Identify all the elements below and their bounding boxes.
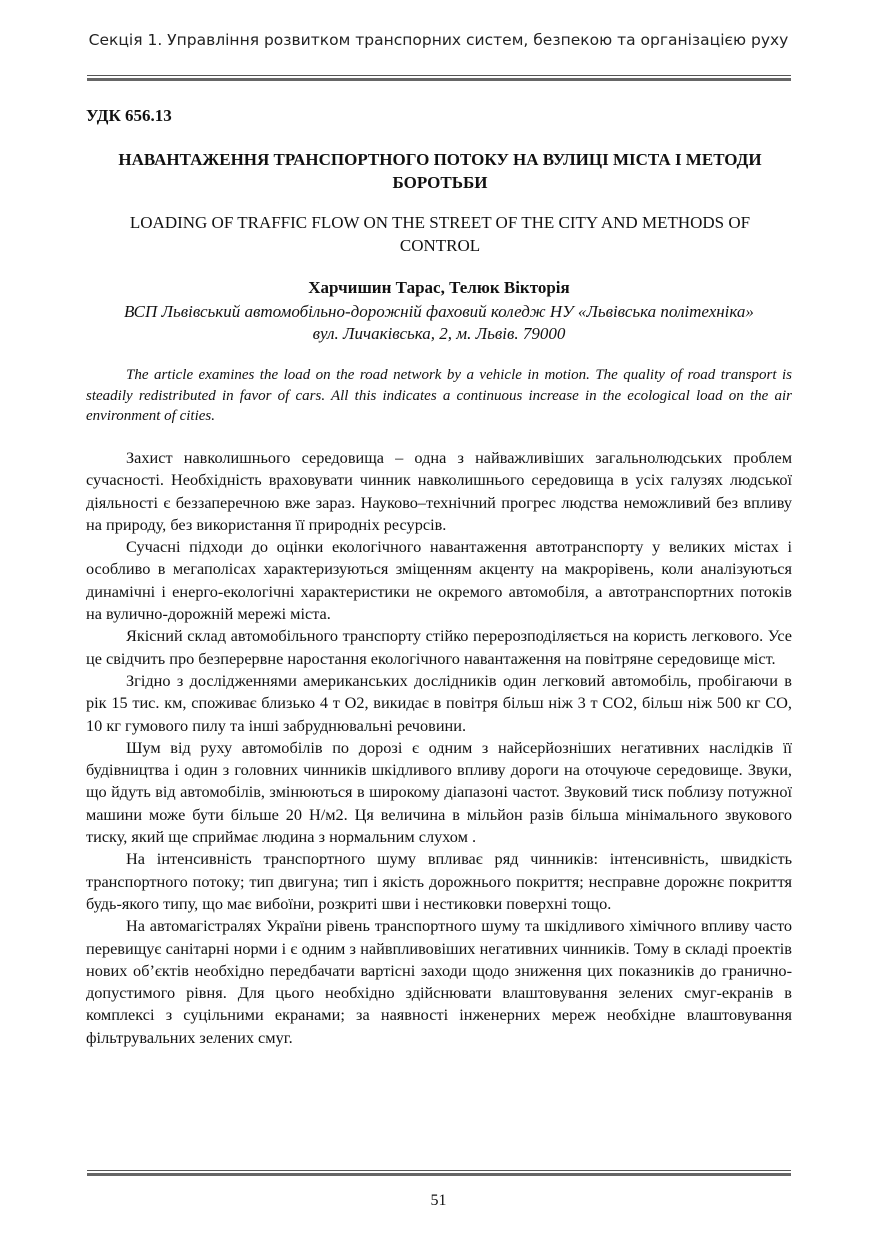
article-body (86, 447, 792, 1049)
abstract: The article examines the load on the road network by a vehicle in motion. The quality of road transport is steadily redistributed in favor of cars. All this indicates a continuous increase in the ecological load on the air environment of cities. (86, 367, 792, 424)
body-paragraph: Згідно з дослідженнями американських дослідників один легковий автомобіль, пробігаючи в рік 15 тис. км, споживає близько 4 т О2, викидає в повітря більш ніж 3 т СО2, більш ніж 500 кг СО, 10 кг гумового пилу та інші забруднювальні речовини. (86, 670, 792, 735)
header-rule (87, 75, 791, 81)
authors: Харчишин Тарас, Телюк Вікторія (308, 278, 570, 297)
running-header: Секція 1. Управління розвитком транспорних систем, безпекою та організацією руху (88, 31, 789, 49)
page-number: 51 (430, 1192, 447, 1209)
body-paragraph: Захист навколишнього середовища – одна з найважливіших загальнолюдських проблем сучасності. Необхідність враховувати чинник навколишнього середовища в усіх галузях людської діяльності є беззаперечною вже зараз. Науково–технічний прогрес людства неможливий без впливу на природу, без використання її природніх ресурсів. (86, 448, 792, 534)
article-title-english: LOADING OF TRAFFIC FLOW ON THE STREET OF THE CITY AND METHODS OF CONTROL (129, 213, 751, 255)
affiliation-block (86, 301, 792, 345)
article-title-ukrainian: НАВАНТАЖЕННЯ ТРАНСПОРТНОГО ПОТОКУ НА ВУЛИЦІ МІСТА І МЕТОДИ БОРОТЬБИ (118, 150, 762, 192)
address: вул. Личаківська, 2, м. Львів. 79000 (312, 324, 566, 343)
body-paragraph: Сучасні підходи до оцінки екологічного навантаження автотранспорту у великих містах і особливо в мегаполісах характеризуються зміщенням акценту на макрорівень, коли аналізуються динамічні і енерго-екологічні характеристики не окремого автомобіля, а автотранспортних потоків на вулично-дорожній мережі міста. (86, 537, 792, 624)
body-paragraph: На інтенсивність транспортного шуму впливає ряд чинників: інтенсивність, швидкість транспортного потоку; тип двигуна; тип і якість дорожнього покриття; несправне дорожнє покриття будь-якого типу, що має вибоїни, розкриті шви і нестиковки поверхні тощо. (86, 849, 792, 913)
body-paragraph: Шум від руху автомобілів по дорозі є одним з найсерйозніших негативних наслідків її будівництва і один з головних чинників шкідливого впливу дороги на оточуюче середовище. Звуки, що йдуть від автомобілів, змінюються в широкому діапазоні частот. Звуковий тиск поблизу потужної машини може бути більше 20 Н/м2. Ця величина в мільйон разів більша мінімального звукового тиску, який ще сприймає людина з нормальним слухом . (86, 737, 792, 847)
footer-rule (87, 1170, 791, 1176)
affiliation: ВСП Львівський автомобільно-дорожній фаховий коледж НУ «Львівська політехніка» (124, 302, 754, 321)
udc-code: УДК 656.13 (86, 106, 172, 125)
body-paragraph: На автомагістралях України рівень транспортного шуму та шкідливого хімічного впливу часто перевищує санітарні норми і є одним з найвпливовіших негативних чинників. Тому в складі проектів нових об’єктів необхідно передбачати вартісні заходи щодо зниження цих показників до гранично-допустимого рівня. Для цього необхідно здійснювати влаштовування зелених смуг-екранів в комплексі з суцільними екранами; за наявності інженерних мереж необхідне влаштовування фільтрувальних зелених смуг. (86, 916, 792, 1047)
body-paragraph: Якісний склад автомобільного транспорту стійко перерозподіляється на користь легкового. Усе це свідчить про безперервне наростання екологічного навантаження на повітряне середовище міст. (86, 626, 792, 668)
